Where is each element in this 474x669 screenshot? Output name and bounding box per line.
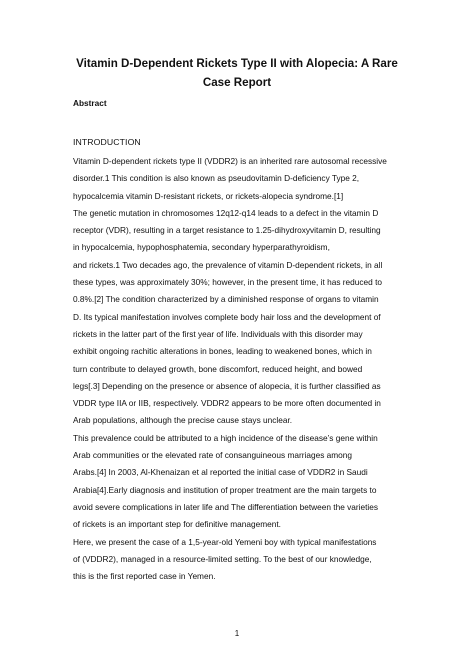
body-line: Here, we present the case of a 1,5-year-old Yemeni boy with typical manifestations [73,536,377,547]
body-line: Arab communities or the elevated rate of consanguineous marriages among [73,450,353,461]
body-line: and rickets.1 Two decades ago, the prevalence of vitamin D-dependent rickets, in all [73,259,383,270]
body-line: receptor (VDR), resulting in a target resistance to 1.25-dihydroxyvitamin D, resulting [73,225,381,236]
body-line: D. Its typical manifestation involves complete body hair loss and the development of [73,311,381,322]
body-line: legs[.3] Depending on the presence or absence of alopecia, it is further classified as [73,380,381,391]
paper-title [60,54,414,92]
body-line: these types, was approximately 30%; however, in the present time, it has reduced to [73,277,382,288]
body-line: This prevalence could be attributed to a high incidence of the disease’s gene within [73,432,378,443]
body-line: 0.8%.[2] The condition characterized by a diminished response of organs to vitamin [73,294,379,305]
introduction-body [73,153,409,585]
body-line: Arab populations, although the precise cause stays unclear. [73,415,293,426]
body-line: rickets in the latter part of the first year of life. Individuals with this disorder may [73,328,363,339]
title-line: Vitamin D-Dependent Rickets Type II with Alopecia: A Rare [76,57,398,70]
body-line: Arabs.[4] In 2003, Al-Khenaizan et al reported the initial case of VDDR2 in Saudi [73,467,368,478]
body-line: of (VDDR2), managed in a resource-limited setting. To the best of our knowledge, [73,553,372,564]
body-line: hypocalcemia vitamin D-resistant rickets, or rickets-alopecia syndrome.[1] [73,190,344,201]
body-line: exhibit ongoing rachitic alterations in bones, leading to weakened bones, which in [73,346,372,357]
body-line: turn contribute to delayed growth, bone discomfort, reduced height, and bowed [73,363,363,374]
body-line: VDDR type IIA or IIB, respectively. VDDR2 appears to be more often documented in [73,398,381,409]
body-line: in hypocalcemia, hypophosphatemia, secondary hyperparathyroidism, [73,242,330,253]
page-number: 1 [234,629,240,638]
title-line: Case Report [202,76,272,89]
body-line: this is the first reported case in Yemen. [73,571,216,582]
body-line: of rickets is an important step for definitive management. [73,519,281,530]
abstract-heading: Abstract [73,98,107,108]
body-line: Vitamin D-dependent rickets type II (VDDR2) is an inherited rare autosomal recessive [73,156,387,166]
body-line: disorder.1 This condition is also known as pseudovitamin D-deficiency Type 2, [73,173,360,184]
body-line: The genetic mutation in chromosomes 12q12-q14 leads to a defect in the vitamin D [73,207,379,218]
body-line: avoid severe complications in later life and The differentiation between the varieties [73,501,379,512]
body-line: Arabia[4].Early diagnosis and institution of proper treatment are the main targets to [73,484,377,495]
introduction-heading: INTRODUCTION [73,137,141,147]
